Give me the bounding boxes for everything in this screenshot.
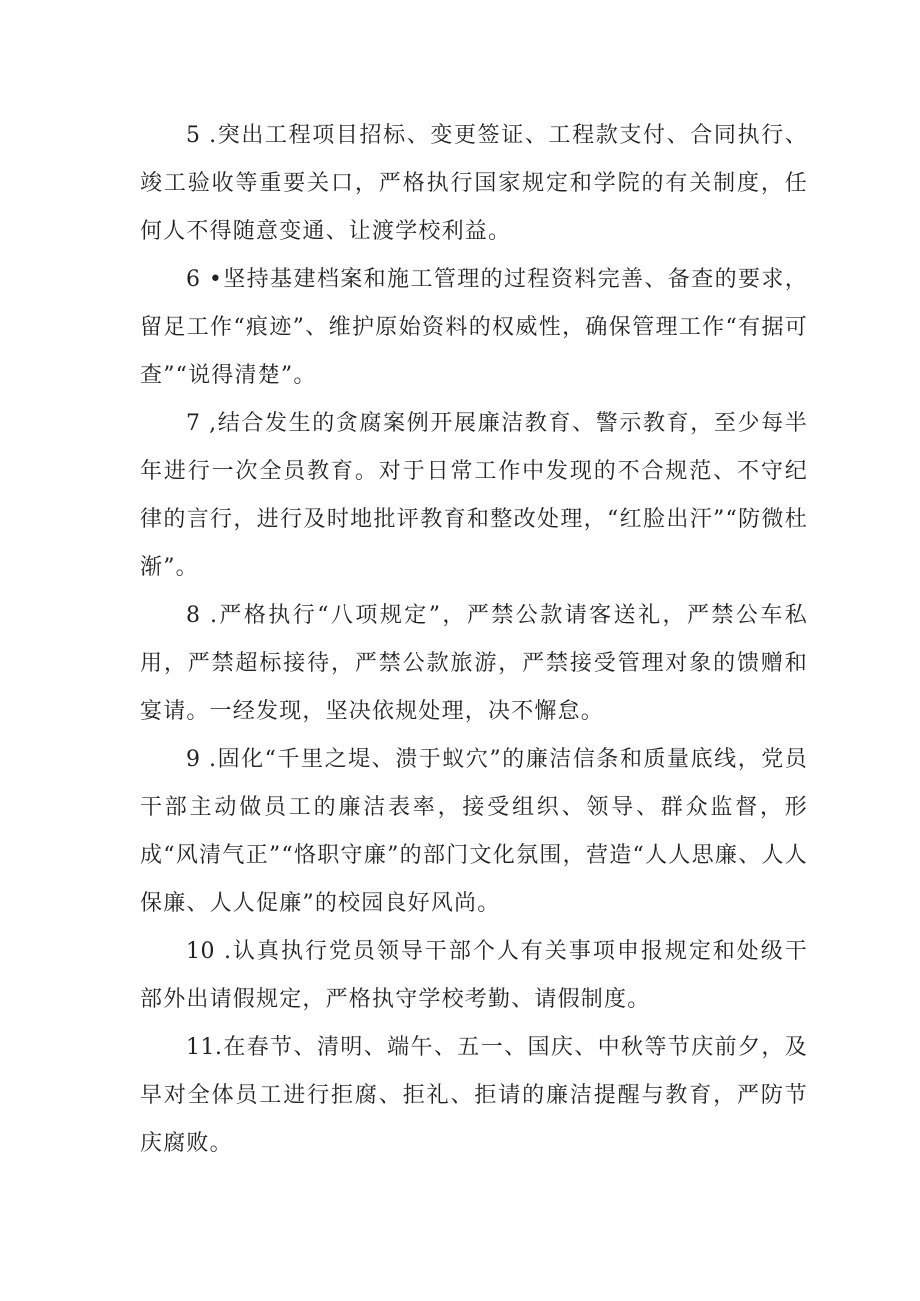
paragraph-item-6 (140, 256, 808, 400)
paragraph-item-8 (140, 592, 808, 736)
paragraph-text: .认真执行党员领导干部个人有关事项申报规定和处级干部外出请假规定，严格执守学校考勤、请假制度。 (140, 939, 808, 1012)
item-number: 6 (186, 267, 201, 292)
paragraph-text: .严格执行“八项规定”，严禁公款请客送礼，严禁公车私用，严禁超标接待，严禁公款旅游，严禁接受管理对象的馈赠和宴请。一经发现，坚决依规处理，决不懈怠。 (140, 603, 808, 724)
paragraph-item-5 (140, 112, 808, 256)
item-number: 7 (186, 411, 201, 436)
paragraph-item-10 (140, 928, 808, 1024)
paragraph-item-7 (140, 400, 808, 592)
item-number: 11 (186, 1035, 215, 1060)
paragraph-text: .在春节、清明、端午、五一、国庆、中秋等节庆前夕，及早对全体员工进行拒腐、拒礼、拒请的廉洁提醒与教育，严防节庆腐败。 (140, 1035, 808, 1156)
document-body (140, 112, 808, 1168)
item-number: 10 (186, 939, 215, 964)
item-number: 5 (186, 123, 201, 148)
paragraph-text: ,结合发生的贪腐案例开展廉洁教育、警示教育，至少每半年进行一次全员教育。对于日常工作中发现的不合规范、不守纪律的言行，进行及时地批评教育和整改处理，“红脸出汗”“防微杜渐”。 (140, 411, 808, 580)
paragraph-text: .突出工程项目招标、变更签证、工程款支付、合同执行、竣工验收等重要关口，严格执行国家规定和学院的有关制度，任何人不得随意变通、让渡学校利益。 (140, 123, 808, 244)
paragraph-text: •坚持基建档案和施工管理的过程资料完善、备查的要求，留足工作“痕迹”、维护原始资料的权威性，确保管理工作“有据可查”“说得清楚”。 (140, 267, 808, 388)
item-number: 9 (186, 747, 201, 772)
paragraph-text: .固化“千里之堤、溃于蚁穴”的廉洁信条和质量底线，党员干部主动做员工的廉洁表率，接受组织、领导、群众监督，形成“风清气正”“恪职守廉”的部门文化氛围，营造“人人思廉、人人保廉、人人促廉”的校园良好风尚。 (140, 747, 808, 916)
paragraph-item-9 (140, 736, 808, 928)
paragraph-item-11 (140, 1024, 808, 1168)
item-number: 8 (186, 603, 201, 628)
